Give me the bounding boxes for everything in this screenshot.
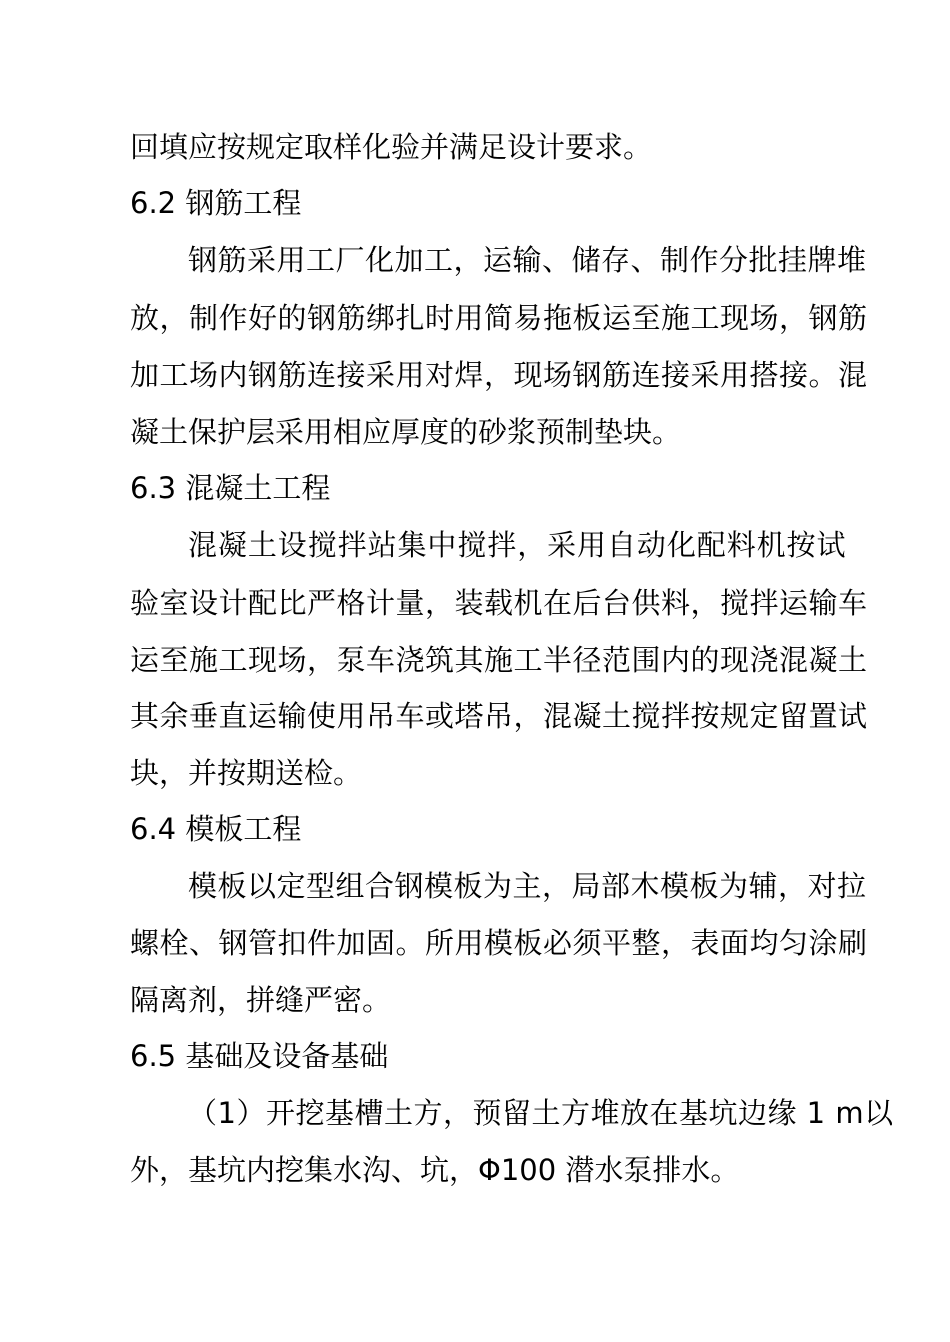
paragraph-line: （1）开挖基槽土方，预留土方堆放在基坑边缘 1 m以 — [188, 1096, 894, 1130]
paragraph-line: 加工场内钢筋连接采用对焊，现场钢筋连接采用搭接。混 — [130, 358, 868, 392]
paragraph-line: 其余垂直运输使用吊车或塔吊，混凝土搅拌按规定留置试 — [130, 699, 868, 733]
section-heading-6-2: 6.2 钢筋工程 — [130, 186, 302, 220]
paragraph-line: 运至施工现场，泵车浇筑其施工半径范围内的现浇混凝土 — [130, 643, 868, 677]
paragraph-line: 放，制作好的钢筋绑扎时用简易拖板运至施工现场，钢筋 — [130, 301, 868, 335]
paragraph-line: 模板以定型组合钢模板为主，局部木模板为辅，对拉 — [188, 869, 867, 903]
section-heading-6-4: 6.4 模板工程 — [130, 812, 302, 846]
paragraph-line: 隔离剂，拼缝严密。 — [130, 983, 392, 1017]
paragraph-line: 凝土保护层采用相应厚度的砂浆预制垫块。 — [130, 415, 682, 449]
paragraph-line: 验室设计配比严格计量，装载机在后台供料，搅拌运输车 — [130, 586, 868, 620]
paragraph-line: 混凝土设搅拌站集中搅拌，采用自动化配料机按试 — [188, 528, 846, 562]
paragraph-line: 外，基坑内挖集水沟、坑，Φ100 潜水泵排水。 — [130, 1153, 740, 1187]
section-heading-6-5: 6.5 基础及设备基础 — [130, 1039, 389, 1073]
section-heading-6-3: 6.3 混凝土工程 — [130, 471, 331, 505]
paragraph-line: 块，并按期送检。 — [130, 756, 363, 790]
paragraph-line: 回填应按规定取样化验并满足设计要求。 — [130, 130, 653, 164]
paragraph-line: 钢筋采用工厂化加工，运输、储存、制作分批挂牌堆 — [188, 243, 867, 277]
paragraph-line: 螺栓、钢管扣件加固。所用模板必须平整，表面均匀涂刷 — [130, 926, 868, 960]
